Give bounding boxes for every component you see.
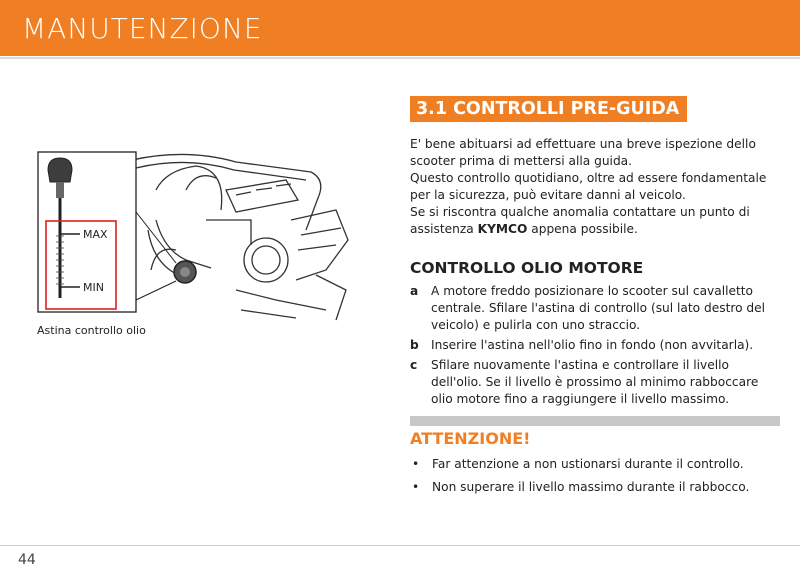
step-letter: c <box>410 358 418 372</box>
step-text: Sfilare nuovamente l'astina e controllare il livello dell'olio. Se il livello è prossimo al minimo rabboccare olio motore fino a raggiungere il livello massimo. <box>431 358 759 406</box>
section-title-box <box>410 96 687 122</box>
dipstick-illustration <box>36 150 356 330</box>
step-letter: a <box>410 284 419 298</box>
oil-check-steps <box>410 283 782 411</box>
brand-name: KYMCO <box>477 222 528 236</box>
intro-line-1: E' bene abituarsi ad effettuare una breve ispezione dello scooter prima di mettersi alla guida. <box>410 137 756 168</box>
header-divider <box>0 57 800 59</box>
section-title: 3.1 CONTROLLI PRE-GUIDA <box>416 99 680 119</box>
bullet-icon: • <box>412 480 420 494</box>
intro-line-2: Questo controllo quotidiano, oltre ad essere fondamentale per la sicurezza, può evitare danni al veicolo. <box>410 171 767 202</box>
step-item <box>410 337 782 354</box>
page-number: 44 <box>18 552 36 568</box>
header-title: MANUTENZIONE <box>22 12 263 45</box>
max-label: MAX <box>83 228 108 241</box>
oil-check-title: CONTROLLO OLIO MOTORE <box>410 259 644 277</box>
intro-paragraph <box>410 136 782 238</box>
footer-divider <box>0 545 800 546</box>
attention-title: ATTENZIONE! <box>410 429 531 448</box>
intro-line-3: Se si riscontra qualche anomalia contattare un punto di assistenza KYMCO appena possibile. <box>410 205 750 236</box>
bullet-icon: • <box>412 457 420 471</box>
page-header <box>0 0 800 56</box>
attention-list <box>410 456 782 502</box>
attention-item <box>410 479 782 496</box>
step-letter: b <box>410 338 419 352</box>
step-item <box>410 283 782 334</box>
min-label: MIN <box>83 281 104 294</box>
engine-drawing <box>132 154 348 320</box>
step-text: A motore freddo posizionare lo scooter sul cavalletto centrale. Sfilare l'astina di controllo (sul lato destro del veicolo) e pulirla con uno straccio. <box>431 284 766 332</box>
attention-item-text: Far attenzione a non ustionarsi durante il controllo. <box>432 457 744 471</box>
step-text: Inserire l'astina nell'olio fino in fondo (non avvitarla). <box>431 338 754 352</box>
attention-item-text: Non superare il livello massimo durante il rabbocco. <box>432 480 750 494</box>
step-item <box>410 357 782 408</box>
figure-caption: Astina controllo olio <box>37 324 146 337</box>
attention-item <box>410 456 782 473</box>
dipstick-cap <box>48 158 72 182</box>
attention-divider <box>410 416 780 426</box>
dipstick-figure <box>36 150 356 330</box>
